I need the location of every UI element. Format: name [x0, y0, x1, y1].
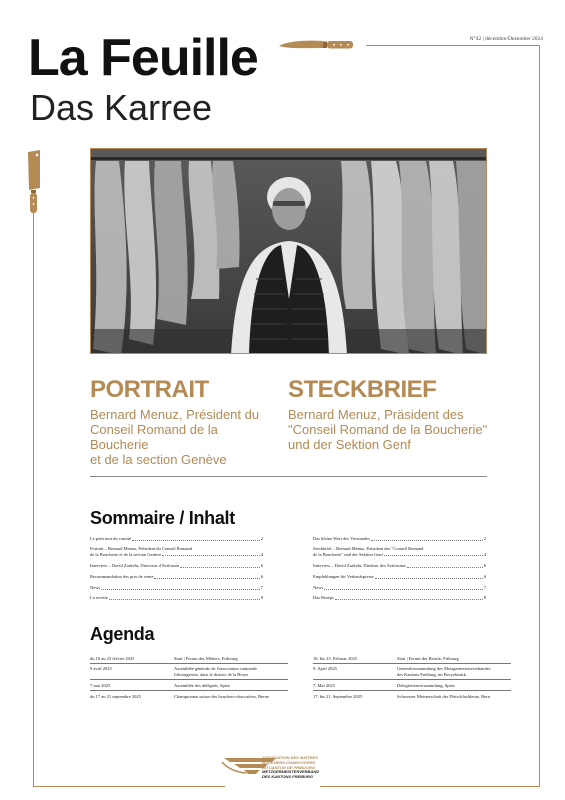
- toc-entry-multiline[interactable]: Portrait – Bernard Menuz, Président du Conseil Romand de la Boucherie et de la section Genève 4: [90, 546, 263, 557]
- toc-entry[interactable]: Das kleine Wort des Vorstandes 2: [313, 536, 486, 541]
- portrait-heading: PORTRAIT: [90, 376, 209, 403]
- toc-entry[interactable]: News 7: [90, 585, 263, 590]
- steckbrief-description: [288, 407, 488, 452]
- agenda-divider: [313, 690, 511, 691]
- toc-entry[interactable]: Interview – David Zurkehr, Directeur d'Aviforum 6: [90, 563, 263, 568]
- cleaver-icon: [26, 150, 42, 214]
- toc-entry[interactable]: Le petit mot du comité 2: [90, 536, 263, 541]
- cover-photo: [90, 148, 487, 354]
- portrait-line: Bernard Menuz, Président du: [90, 407, 260, 422]
- toc-entry[interactable]: News 7: [313, 585, 486, 590]
- agenda-divider: [90, 663, 288, 664]
- steckbrief-line: "Conseil Romand de la Boucherie": [288, 422, 488, 437]
- steckbrief-line: und der Sektion Genf: [288, 437, 411, 452]
- agenda-divider: [313, 679, 511, 680]
- toc-entry[interactable]: Interview – David Zurkehr, Direktor des Aviforums 6: [313, 563, 486, 568]
- portrait-line: et de la section Genève: [90, 452, 227, 467]
- toc-entry[interactable]: Recommandation des prix de vente 6: [90, 574, 263, 579]
- association-name: ASSOCIATION DES MAÎTRES BOUCHERS-CHARCUTIERS DU CANTON DE FRIBOURG METZGERMEISTERVERBAND DES KANTONS FREIBURG: [262, 755, 320, 780]
- masthead-subtitle: Das Karree: [30, 87, 213, 128]
- agenda-divider: [90, 679, 288, 680]
- toc-entry-multiline[interactable]: Steckbrief – Bernard Menuz, Präsident des "Conseil Romand de la Boucherie" und der Sektion Genf 4: [313, 546, 486, 557]
- agenda-title: Agenda: [90, 624, 155, 644]
- frame-left-line: [33, 210, 34, 787]
- steckbrief-heading: STECKBRIEF: [288, 376, 437, 403]
- toc-entry[interactable]: Empfehlungen für Verkaufspreise 6: [313, 574, 486, 579]
- toc-entry[interactable]: Das Rezept 8: [313, 595, 486, 600]
- steckbrief-line: Bernard Menuz, Präsident des: [288, 407, 464, 422]
- toc-entry[interactable]: La recette 8: [90, 595, 263, 600]
- portrait-line: Conseil Romand de la Boucherie: [90, 422, 218, 452]
- frame-right-line: [539, 45, 540, 787]
- frame-top-line: [366, 45, 540, 46]
- section-divider: [90, 476, 487, 477]
- agenda-divider: [313, 663, 511, 664]
- toc-title: Sommaire / Inhalt: [90, 508, 235, 528]
- agenda-divider: [90, 690, 288, 691]
- knife-icon: [277, 38, 355, 52]
- portrait-description: [90, 407, 280, 467]
- issue-number: N°42 | décembre/Dezember 2024: [469, 36, 543, 42]
- masthead-title: La Feuille: [28, 29, 258, 87]
- frame-bottom-right-line: [320, 786, 540, 787]
- frame-bottom-left-line: [33, 786, 225, 787]
